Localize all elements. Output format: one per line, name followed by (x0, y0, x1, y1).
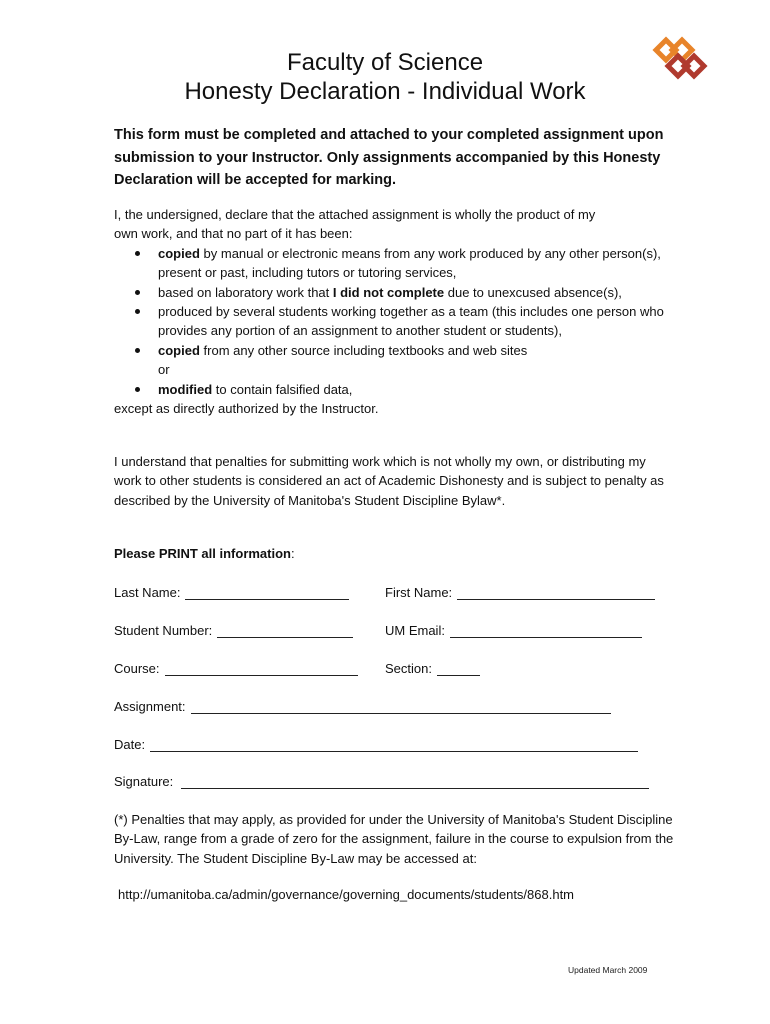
bullet-icon (135, 251, 140, 256)
declaration-closing: except as directly authorized by the Instructor. (114, 401, 379, 417)
list-text: based on laboratory work that (158, 284, 333, 300)
course-label: Course: (114, 661, 160, 676)
page-title (0, 48, 770, 106)
print-colon: : (291, 546, 295, 561)
signature-input[interactable] (181, 774, 649, 789)
list-text: due to unexcused absence(s), (444, 284, 622, 300)
declaration-lead-2: own work, and that no part of it has been: (114, 226, 353, 242)
list-text: by manual or electronic means from any work produced by any other person(s), present or past, including tutors or tutoring services, (158, 245, 661, 281)
list-text: from any other source including textbooks and web sites (199, 342, 528, 358)
first-name-label: First Name: (385, 585, 453, 600)
assignment-input[interactable] (191, 699, 611, 714)
section-input[interactable] (437, 661, 480, 676)
last-name-input[interactable] (185, 585, 349, 600)
intro-text: This form must be completed and attached to your completed assignment upon submission to your Instructor. Only assignments accompanied by this Honesty Declaration will be accepted for marking. (114, 127, 664, 188)
um-email-field (385, 623, 642, 638)
date-input[interactable] (150, 737, 638, 752)
list-item (114, 302, 674, 341)
student-number-label: Student Number: (114, 623, 213, 638)
um-email-label: UM Email: (385, 623, 445, 638)
last-name-field (114, 585, 349, 600)
print-instruction (114, 546, 295, 561)
bullet-icon (135, 290, 140, 295)
course-input[interactable] (165, 661, 358, 676)
bullet-icon (135, 387, 140, 392)
declaration-list-2 (114, 380, 674, 399)
date-field (114, 737, 638, 752)
list-item (114, 283, 674, 302)
student-number-input[interactable] (217, 623, 353, 638)
declaration-list (114, 244, 674, 360)
footnote: (*) Penalties that may apply, as provided for under the University of Manitoba's Student Discipline By-Law, range from a grade of zero for the assignment, failure in the course to expulsion from the University. The Student Discipline By-Law may be accessed at: (114, 812, 674, 866)
signature-label: Signature: (114, 774, 174, 789)
bold-text: copied (158, 342, 200, 358)
signature-field (114, 774, 649, 789)
bullet-icon (135, 348, 140, 353)
penalty-acknowledgement: I understand that penalties for submitting work which is not wholly my own, or distributing my work to other students is considered an act of Academic Dishonesty and is subject to penalty as described by the University of Manitoba's Student Discipline Bylaw*. (114, 454, 664, 508)
title-line-1: Faculty of Science (286, 49, 484, 76)
last-name-label: Last Name: (114, 585, 181, 600)
list-item (114, 244, 674, 283)
section-field (385, 661, 480, 676)
or-text: or (158, 362, 170, 378)
assignment-field (114, 699, 611, 714)
declaration-lead-1: I, the undersigned, declare that the attached assignment is wholly the product of my (114, 207, 596, 222)
list-text: produced by several students working together as a team (this includes one person who provides any portion of an assignment to another student or students), (158, 304, 664, 339)
list-item (114, 341, 674, 360)
list-item (114, 380, 674, 399)
assignment-label: Assignment: (114, 699, 186, 714)
course-field (114, 661, 358, 676)
print-label: Please PRINT all information (114, 546, 291, 561)
declaration-section (114, 205, 674, 418)
um-email-input[interactable] (450, 623, 642, 638)
list-text: to contain falsified data, (212, 381, 353, 397)
bold-text: I did not complete (332, 284, 445, 300)
bold-text: modified (158, 381, 213, 397)
bullet-icon (135, 309, 140, 314)
first-name-field (385, 585, 655, 600)
date-label: Date: (114, 737, 146, 752)
section-label: Section: (385, 661, 432, 676)
updated-date: Updated March 2009 (568, 965, 648, 975)
bold-text: copied (158, 245, 200, 261)
student-number-field (114, 623, 353, 638)
title-line-2: Honesty Declaration - Individual Work (184, 78, 586, 105)
first-name-input[interactable] (457, 585, 655, 600)
bylaw-link[interactable]: http://umanitoba.ca/admin/governance/governing_documents/students/868.htm (118, 887, 575, 902)
